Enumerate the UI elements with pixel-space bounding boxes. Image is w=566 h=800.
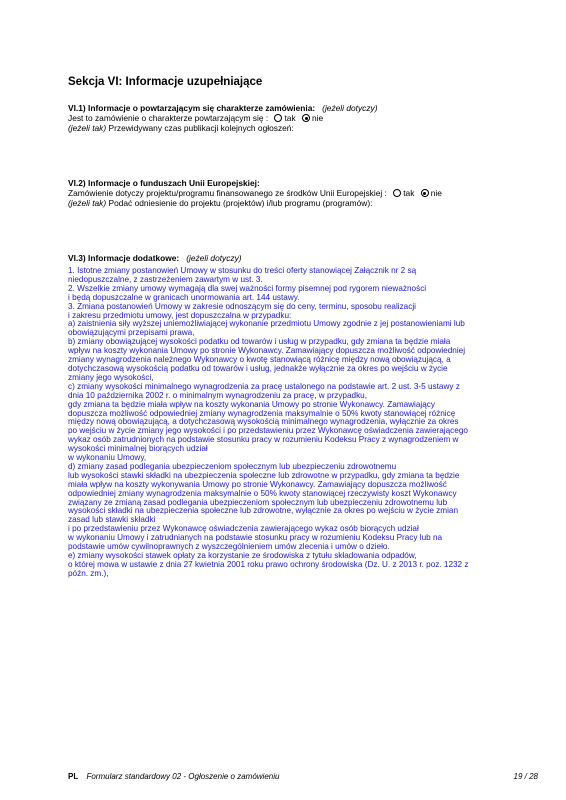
vi3-text-line: gdy zmiana ta będzie miała wpływ na koszty wykonania Umowy po stronie Wykonawcy. Zamawiający bbox=[68, 399, 435, 409]
section-vi2 bbox=[68, 178, 538, 208]
vi3-text-line: i zakresu przedmiotu umowy, jest dopuszczalna w przypadku: bbox=[68, 310, 292, 320]
section-vi3-header bbox=[68, 253, 538, 263]
vi3-text-line: zasad lub stawki składki bbox=[68, 515, 156, 525]
vi3-text-line: niedopuszczalne, z zastrzeżeniem zawartym w ust. 3. bbox=[68, 274, 263, 284]
vi3-text-line: c) zmiany wysokości minimalnego wynagrodzenia za pracę ustalonego na podstawie art. 2 ust. 3-5 ustawy z bbox=[68, 381, 460, 391]
vi1-note: (jeżeli dotyczy) bbox=[322, 103, 378, 113]
vi3-text-line: a) zaistnienia siły wyższej uniemożliwiającej wykonanie przedmiotu Umowy zgodnie z jej postanowieniami lub bbox=[68, 319, 465, 329]
vi2-if-yes: (jeżeli tak) bbox=[68, 198, 107, 208]
vi3-text-line: miała wpływ na koszty wykonywania Umowy po stronie Wykonawcy. Zamawiający dopuszcza możliwość bbox=[68, 479, 447, 489]
vi3-text-line: późn. zm.), bbox=[68, 568, 109, 578]
vi1-yes-label: tak bbox=[284, 113, 296, 123]
vi2-radio-no[interactable] bbox=[421, 189, 429, 197]
vi3-text-line: obowiązującymi przepisami prawa, bbox=[68, 328, 195, 338]
vi2-yes-label: tak bbox=[403, 188, 415, 198]
vi3-text-line: dopuszcza możliwość odpowiedniej zmiany wynagrodzenia maksymalnie o 50% kwoty stanowiącej różnicę bbox=[68, 408, 456, 418]
vi3-text-line: wysokości minimalnej biorących udział bbox=[68, 444, 208, 454]
vi3-text-line: o której mowa w ustawie z dnia 27 kwietnia 2001 roku prawo ochrony środowiska (Dz. U. z 2013 r. poz. 1232 z bbox=[68, 559, 469, 569]
vi3-text-line: wysokości składki na ubezpieczenia społeczne lub zdrowotne, wyłącznie za okres po wejściu w życie zmian bbox=[68, 506, 458, 516]
vi3-text-line: b) zmiany obowiązującej wysokości podatku od towarów i usług w przypadku, gdy zmiana ta będzie miała bbox=[68, 337, 451, 347]
vi3-text-line: 1. Istotne zmiany postanowień Umowy w stosunku do treści oferty stanowiącej Załącznik nr 2 są bbox=[68, 266, 417, 275]
vi3-text-line: w wykonaniu Umowy i zatrudnianych na podstawie stosunku pracy w rozumieniu Kodeksu Pracy lub na bbox=[68, 533, 443, 543]
vi1-radio-no[interactable] bbox=[302, 114, 310, 122]
vi3-note: (jeżeli dotyczy) bbox=[186, 253, 242, 263]
section-title: Sekcja VI: Informacje uzupełniające bbox=[68, 76, 263, 88]
vi2-radio-yes[interactable] bbox=[393, 189, 401, 197]
vi3-text-line: lub wysokości stawki składki na ubezpieczenia społeczne lub zdrowotne w przypadku, gdy zmiana ta będzie bbox=[68, 470, 460, 480]
vi3-text-line: dnia 10 października 2002 r. o minimalnym wynagrodzeniu za pracę, w przypadku, bbox=[68, 390, 368, 400]
vi3-text-line: między nową obowiązującą, a dotychczasową wysokością minimalnego wynagrodzenia, wyłącznie za okres bbox=[68, 417, 459, 427]
vi3-text-line: d) zmiany zasad podlegania ubezpieczeniom społecznym lub ubezpieczeniu zdrowotnemu bbox=[68, 461, 397, 471]
vi2-follow: Podać odniesienie do projektu (projektów) i/lub programu (programów): bbox=[108, 198, 373, 208]
vi1-follow: Przewidywany czas publikacji kolejnych ogłoszeń: bbox=[108, 123, 294, 133]
vi3-text-line: związany ze zmianą zasad podlegania ubezpieczeniom społecznym lub ubezpieczeniu zdrowotnemu lub bbox=[68, 497, 448, 507]
footer-page-number: 19 / 28 bbox=[513, 772, 538, 781]
vi1-if-yes: (jeżeli tak) bbox=[68, 123, 107, 133]
vi1-heading: VI.1) Informacje o powtarzającym się charakterze zamówienia: bbox=[68, 103, 316, 113]
footer-form-name: Formularz standardowy 02 - Ogłoszenie o zamówieniu bbox=[86, 772, 280, 781]
section-vi1 bbox=[68, 103, 538, 133]
vi3-text-line: w wykonaniu Umowy, bbox=[68, 453, 147, 463]
vi1-radio-yes[interactable] bbox=[274, 114, 282, 122]
vi3-text-line: po wejściu w życie zmiany jego wysokości i po przedstawieniu przez Wykonawcę oświadczenia zawierającego bbox=[68, 426, 468, 436]
vi3-text-line: zmiany wynagrodzenia należnego Wykonawcy o kwotę stanowiącą różnicę między nową obowiązującą, a bbox=[68, 355, 451, 365]
vi3-text-line: 3. Zmiana postanowień Umowy w zakresie odnoszącym się do ceny, terminu, sposobu realizacji bbox=[68, 301, 416, 311]
vi2-no-label: nie bbox=[430, 188, 442, 198]
vi2-question: Zamówienie dotyczy projektu/programu finansowanego ze środków Unii Europejskiej : bbox=[68, 188, 387, 198]
vi3-text-line: podstawie umów cywilnoprawnych z wyszczególnieniem umów zlecenia i umów o dzieło. bbox=[68, 542, 390, 552]
vi3-text-line: e) zmiany wysokości stawek opłaty za korzystanie ze środowiska z tytułu składowania odpadów, bbox=[68, 551, 417, 560]
vi3-text-line: zmiany jego wysokości, bbox=[68, 372, 154, 382]
vi3-text-line: odpowiedniej zmiany wynagrodzenia maksymalnie o 50% kwoty stanowiącej rzeczywisty koszt Wykonawcy bbox=[68, 488, 457, 498]
vi3-text-line: i po przedstawieniu przez Wykonawcę oświadczenia zawierającego wykaz osób biorących udział bbox=[68, 524, 419, 534]
vi3-text-line: i będą dopuszczalne w granicach unormowania art. 144 ustawy. bbox=[68, 292, 300, 302]
page-footer bbox=[68, 772, 538, 781]
vi3-text-line: wpływ na koszty wykonania Umowy po stronie Wykonawcy. Zamawiający dopuszcza możliwość odpowiedniej bbox=[68, 346, 466, 356]
vi1-question: Jest to zamówienie o charakterze powtarzającym się : bbox=[68, 113, 269, 123]
vi2-heading: VI.2) Informacje o funduszach Unii Europejskiej: bbox=[68, 178, 260, 188]
vi3-text-line: dotychczasową wysokością podatku od towarów i usług, jednakże wyłącznie za okres po wejściu w życie bbox=[68, 363, 448, 373]
vi3-heading: VI.3) Informacje dodatkowe: bbox=[68, 253, 180, 263]
vi3-body bbox=[68, 267, 538, 579]
vi3-text-line: wykaz osób zatrudnionych na podstawie stosunku pracy w rozumieniu Kodeksu Pracy z wynagrodzeniem w bbox=[68, 435, 459, 445]
footer-lang: PL bbox=[68, 772, 79, 781]
vi3-text-line: 2. Wszelkie zmiany umowy wymagają dla swej ważności formy pisemnej pod rygorem nieważności bbox=[68, 283, 427, 293]
vi1-no-label: nie bbox=[312, 113, 324, 123]
